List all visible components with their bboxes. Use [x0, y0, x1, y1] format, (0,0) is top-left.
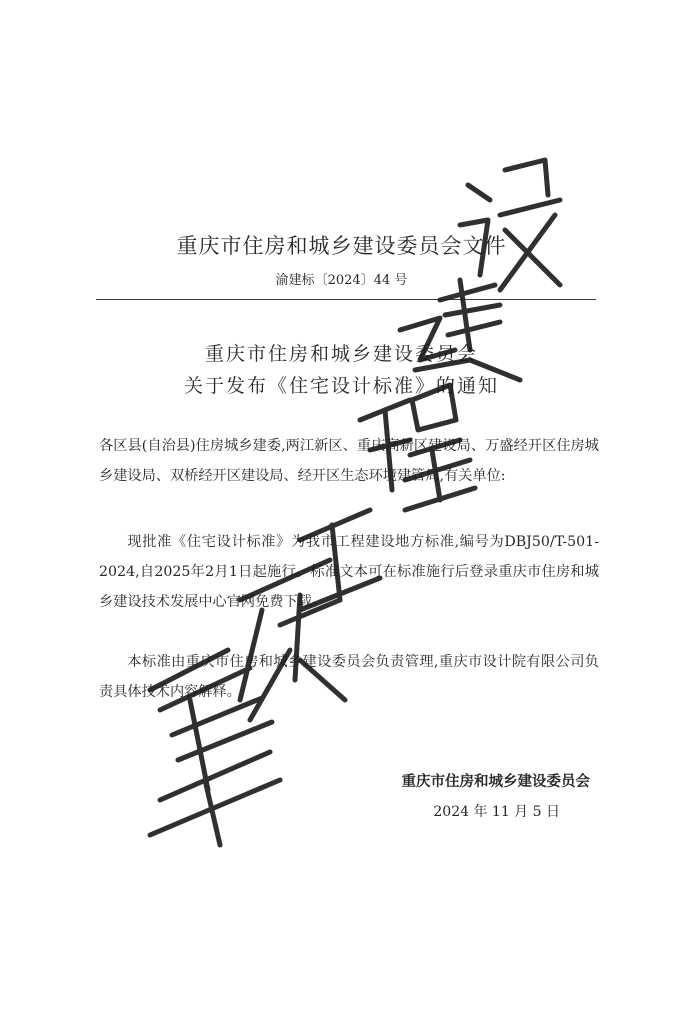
signature-date: 2024 年 11 月 5 日	[433, 804, 560, 820]
notice-title-line2: 关于发布《住宅设计标准》的通知	[183, 375, 499, 397]
signature-issuer: 重庆市住房和城乡建设委员会	[401, 774, 590, 790]
body-paragraph-1	[99, 527, 599, 617]
issuer-file-title: 重庆市住房和城乡建设委员会文件	[176, 234, 507, 258]
notice-title-line1: 重庆市住房和城乡建设委员会	[204, 343, 478, 365]
paragraph-2-text: 本标准由重庆市住房和城乡建设委员会负责管理,重庆市设计院有限公司负责具体技术内容解释。	[99, 654, 599, 700]
header-divider	[96, 299, 596, 300]
body-paragraph-2	[99, 647, 599, 707]
paragraph-1-text: 现批准《住宅设计标准》为我市工程建设地方标准,编号为DBJ50/T-501-2024,自2025年2月1日起施行。标准文本可在标准施行后登录重庆市住房和城乡建设技术发展中心官网免费下载。	[99, 534, 599, 610]
recipients-paragraph	[99, 431, 599, 491]
document-number: 渝建标〔2024〕44 号	[275, 273, 408, 288]
recipients-text: 各区县(自治县)住房城乡建委,两江新区、重庆高新区建设局、万盛经开区住房城乡建设局、双桥经开区建设局、经开区生态环境建管局,有关单位:	[99, 438, 599, 484]
